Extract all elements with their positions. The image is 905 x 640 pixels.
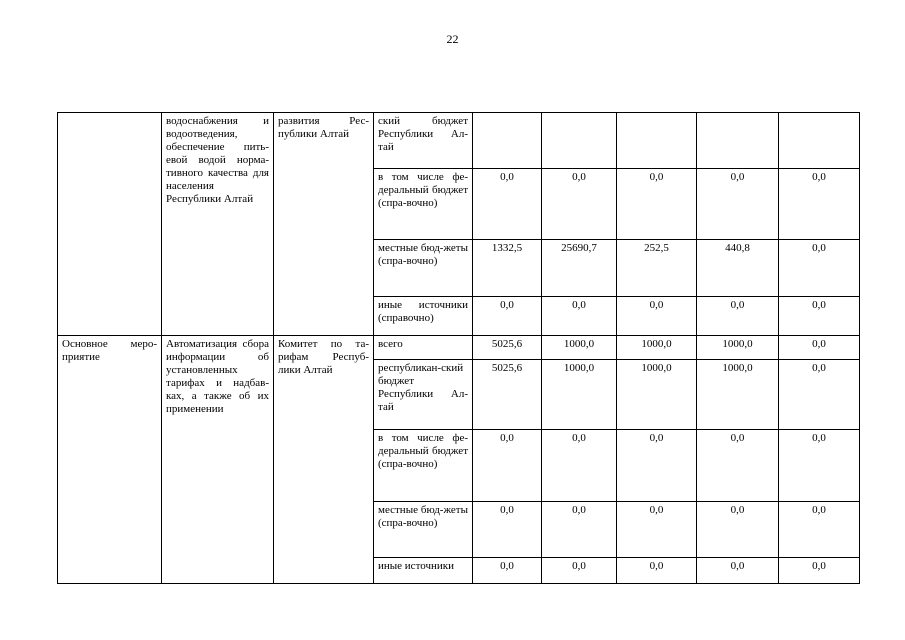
activity-name-cell bbox=[58, 113, 162, 336]
funding-source-cell: республикан-ский бюджет Республики Ал-тай bbox=[374, 360, 473, 430]
funding-source-cell: ский бюджет Республики Ал-тай bbox=[374, 113, 473, 169]
amount-cell bbox=[473, 113, 542, 169]
funding-source-cell: иные источники (справочно) bbox=[374, 297, 473, 336]
amount-cell: 0,0 bbox=[473, 169, 542, 240]
table-row bbox=[58, 336, 860, 360]
amount-cell: 1000,0 bbox=[697, 336, 779, 360]
budget-table bbox=[57, 112, 860, 584]
amount-cell: 0,0 bbox=[779, 502, 860, 558]
amount-cell: 0,0 bbox=[697, 169, 779, 240]
amount-cell: 25690,7 bbox=[542, 240, 617, 297]
executor-cell: развития Рес-публики Алтай bbox=[274, 113, 374, 336]
amount-cell: 1000,0 bbox=[617, 360, 697, 430]
executor-cell: Комитет по та-рифам Респуб-лики Алтай bbox=[274, 336, 374, 584]
amount-cell: 0,0 bbox=[779, 430, 860, 502]
funding-source-cell: иные источники bbox=[374, 558, 473, 584]
amount-cell: 252,5 bbox=[617, 240, 697, 297]
amount-cell: 0,0 bbox=[617, 502, 697, 558]
amount-cell: 0,0 bbox=[617, 430, 697, 502]
amount-cell: 0,0 bbox=[542, 558, 617, 584]
amount-cell: 0,0 bbox=[473, 502, 542, 558]
amount-cell: 0,0 bbox=[542, 169, 617, 240]
amount-cell: 440,8 bbox=[697, 240, 779, 297]
amount-cell bbox=[617, 113, 697, 169]
activity-description-cell: водоснабжения и водоотведения, обеспечение пить-евой водой норма-тивного качества для населения Республики Алтай bbox=[162, 113, 274, 336]
amount-cell: 0,0 bbox=[473, 430, 542, 502]
amount-cell: 1000,0 bbox=[542, 336, 617, 360]
funding-source-cell: местные бюд-жеты (спра-вочно) bbox=[374, 502, 473, 558]
amount-cell: 0,0 bbox=[697, 558, 779, 584]
table-row bbox=[58, 113, 860, 169]
amount-cell: 0,0 bbox=[779, 558, 860, 584]
amount-cell: 5025,6 bbox=[473, 360, 542, 430]
amount-cell: 0,0 bbox=[473, 558, 542, 584]
activity-description-cell: Автоматизация сбора информации об установленных тарифах и надбав-ках, а также об их применении bbox=[162, 336, 274, 584]
amount-cell bbox=[779, 113, 860, 169]
activity-name-cell: Основное меро-приятие bbox=[58, 336, 162, 584]
amount-cell: 0,0 bbox=[779, 169, 860, 240]
amount-cell: 1000,0 bbox=[617, 336, 697, 360]
amount-cell bbox=[697, 113, 779, 169]
amount-cell: 0,0 bbox=[617, 169, 697, 240]
amount-cell: 0,0 bbox=[779, 240, 860, 297]
amount-cell: 0,0 bbox=[542, 502, 617, 558]
amount-cell: 1332,5 bbox=[473, 240, 542, 297]
amount-cell: 0,0 bbox=[617, 558, 697, 584]
amount-cell: 5025,6 bbox=[473, 336, 542, 360]
amount-cell: 0,0 bbox=[779, 360, 860, 430]
amount-cell bbox=[542, 113, 617, 169]
amount-cell: 0,0 bbox=[542, 430, 617, 502]
funding-source-cell: всего bbox=[374, 336, 473, 360]
amount-cell: 0,0 bbox=[473, 297, 542, 336]
funding-source-cell: в том числе фе-деральный бюджет (спра-вочно) bbox=[374, 430, 473, 502]
amount-cell: 0,0 bbox=[697, 430, 779, 502]
amount-cell: 0,0 bbox=[697, 297, 779, 336]
page-number: 22 bbox=[446, 32, 459, 46]
amount-cell: 0,0 bbox=[697, 502, 779, 558]
table-body bbox=[58, 113, 860, 584]
amount-cell: 1000,0 bbox=[542, 360, 617, 430]
amount-cell: 0,0 bbox=[779, 336, 860, 360]
amount-cell: 0,0 bbox=[617, 297, 697, 336]
funding-source-cell: в том числе фе-деральный бюджет (спра-вочно) bbox=[374, 169, 473, 240]
amount-cell: 0,0 bbox=[779, 297, 860, 336]
amount-cell: 0,0 bbox=[542, 297, 617, 336]
amount-cell: 1000,0 bbox=[697, 360, 779, 430]
funding-source-cell: местные бюд-жеты (спра-вочно) bbox=[374, 240, 473, 297]
